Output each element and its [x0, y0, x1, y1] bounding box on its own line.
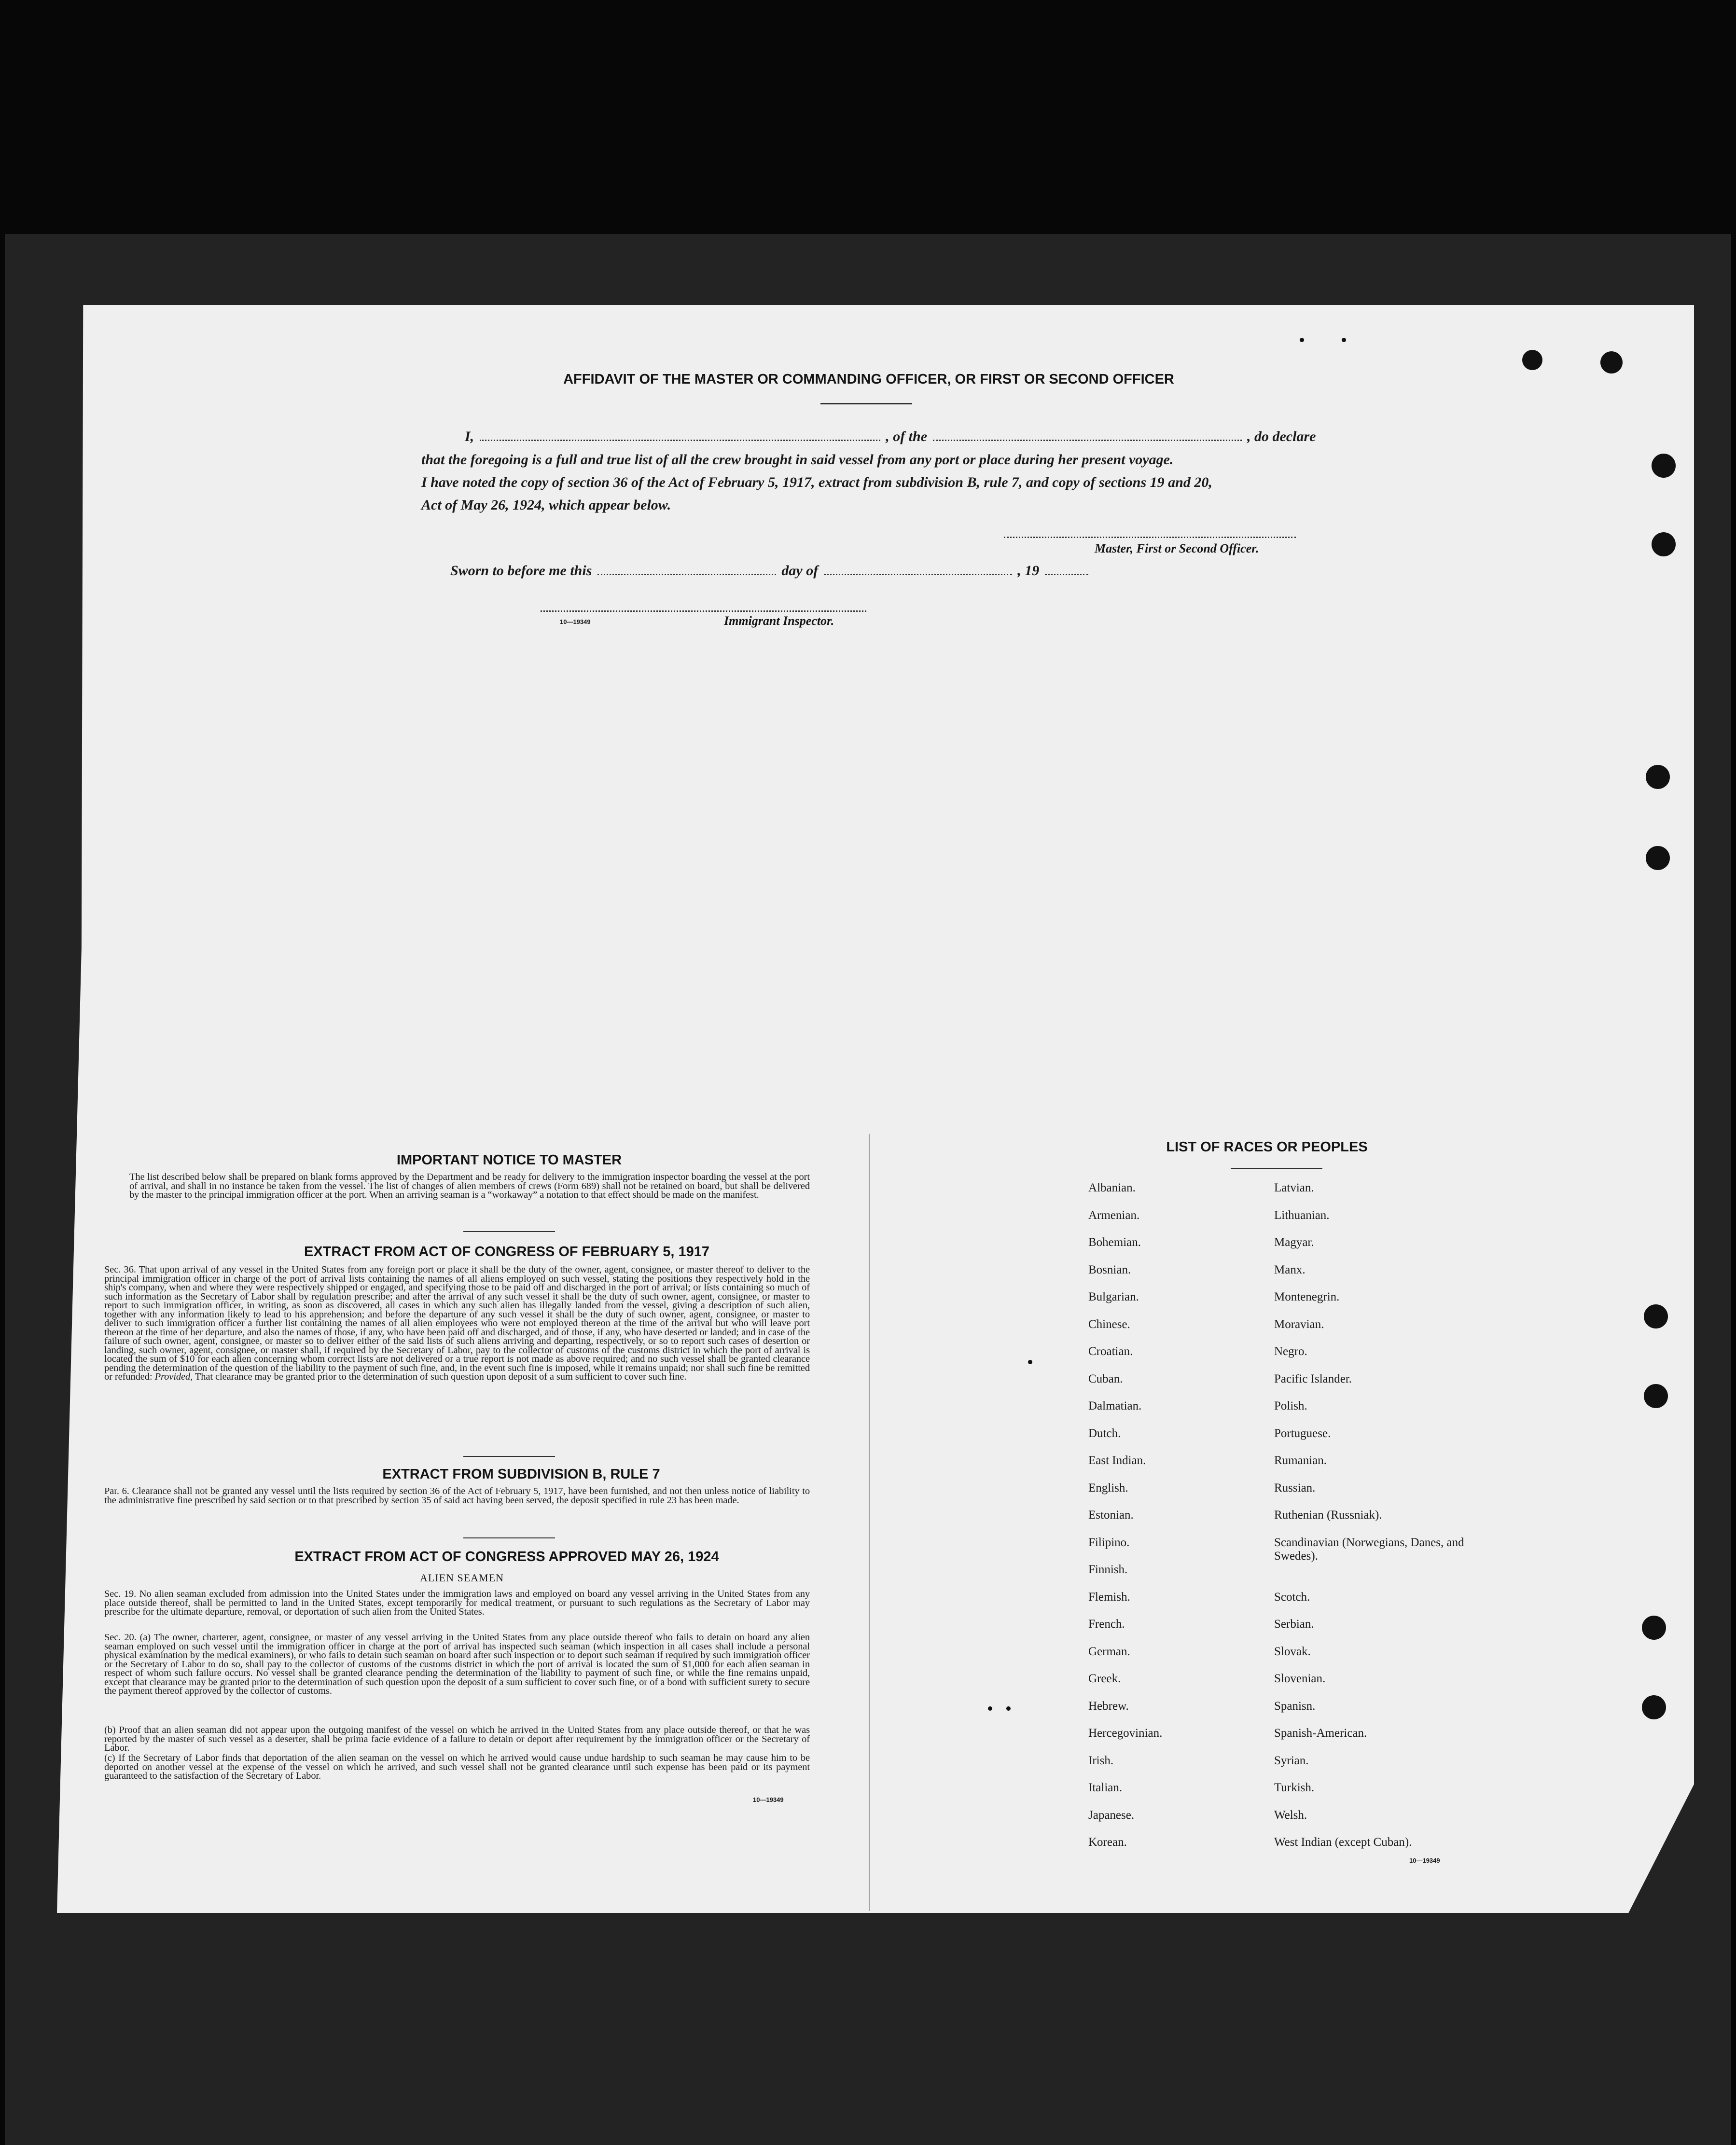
sec-36-text-end: That clearance may be granted prior to the determination of such question upon deposit of a sum sufficient to cover such fine. — [194, 1371, 687, 1382]
races-title: LIST OF RACES OR PEOPLES — [1166, 1139, 1368, 1155]
punch-hole — [1644, 1384, 1668, 1408]
race-item: French. — [1088, 1618, 1125, 1631]
race-item: Spanisn. — [1274, 1699, 1316, 1713]
race-item: Flemish. — [1088, 1590, 1130, 1604]
race-item: Ruthenian (Russniak). — [1274, 1508, 1382, 1522]
name-blank[interactable] — [480, 438, 880, 441]
section-divider — [463, 1537, 555, 1538]
affidavit-title: AFFIDAVIT OF THE MASTER OR COMMANDING OFFICER, OR FIRST OR SECOND OFFICER — [563, 372, 1174, 387]
extract-form-number: 10—19349 — [753, 1796, 784, 1803]
race-item: Welsh. — [1274, 1808, 1307, 1822]
page-fold-line — [869, 1134, 870, 1911]
section-divider — [463, 1456, 555, 1457]
race-item: Hercegovinian. — [1088, 1727, 1163, 1740]
punch-hole — [1642, 1695, 1666, 1719]
race-item: Finnish. — [1088, 1563, 1128, 1576]
race-item: Irish. — [1088, 1754, 1114, 1767]
race-item: Chinese. — [1088, 1317, 1130, 1331]
affidavit-line-2: that the foregoing is a full and true list of all the crew brought in said vessel from any port or place during her present voyage. — [421, 452, 1174, 468]
race-item: Turkish. — [1274, 1781, 1315, 1794]
race-item: Moravian. — [1274, 1317, 1324, 1331]
punch-hole — [1522, 350, 1542, 370]
race-item: Magyar. — [1274, 1236, 1314, 1249]
sec-20c-body: (c) If the Secretary of Labor finds that deportation of the alien seaman on the vessel on which he arrived would cause undue hardship to such seaman he may cause him to be deported on another vessel at the expense of the vessel on which he arrived, and such vessel shall not be granted clearance until such expense has been paid or its payment guaranteed to the satisfaction of the Secretary of Labor. — [104, 1753, 810, 1781]
notice-body: The list described below shall be prepared on blank forms approved by the Department and be ready for delivery to the immigration inspector boarding the vessel at the port of arrival, and shall in no instance be taken from the vessel. The list of changes of alien members of crews (Form 689) shall not be retained on board, but shall be delivered by the master to the principal immigration officer at the port. When an arriving seaman is a “workaway” a notation to that effect should be made on the manifest. — [129, 1172, 810, 1200]
race-item: German. — [1088, 1645, 1130, 1658]
inspector-caption: Immigrant Inspector. — [724, 614, 834, 628]
punch-hole — [1646, 765, 1670, 789]
race-item: East Indian. — [1088, 1454, 1146, 1467]
race-item: Serbian. — [1274, 1618, 1314, 1631]
race-item: English. — [1088, 1481, 1128, 1495]
race-item: Scandinavian (Norwegians, Danes, and Swedes). — [1274, 1536, 1464, 1563]
punch-hole — [1642, 1616, 1666, 1640]
sworn-month-blank[interactable] — [824, 572, 1012, 575]
race-item: Scotch. — [1274, 1590, 1310, 1604]
affidavit-line-4: Act of May 26, 1924, which appear below. — [421, 497, 671, 513]
race-item: Armenian. — [1088, 1208, 1140, 1222]
extract-1924-title: EXTRACT FROM ACT OF CONGRESS APPROVED MAY 26, 1924 — [294, 1549, 719, 1564]
speck — [1342, 338, 1346, 342]
race-item: Negro. — [1274, 1345, 1307, 1358]
sworn-year: , 19 — [1017, 563, 1040, 579]
punch-hole — [1646, 846, 1670, 870]
affidavit-declare-label: , do declare — [1247, 429, 1316, 444]
race-item: Croatian. — [1088, 1345, 1133, 1358]
race-item: Korean. — [1088, 1836, 1127, 1849]
sworn-year-blank[interactable] — [1045, 572, 1088, 575]
master-signature-line[interactable] — [1004, 537, 1296, 538]
race-item: Greek. — [1088, 1672, 1121, 1685]
extract-1917-title: EXTRACT FROM ACT OF CONGRESS OF FEBRUARY 5, 1917 — [304, 1244, 710, 1259]
punch-hole — [1652, 532, 1676, 556]
race-item: West Indian (except Cuban). — [1274, 1836, 1412, 1849]
race-item: Montenegrin. — [1274, 1290, 1340, 1303]
race-item: Rumanian. — [1274, 1454, 1327, 1467]
race-item: Portuguese. — [1274, 1426, 1331, 1440]
race-item: Polish. — [1274, 1399, 1307, 1412]
race-item: Manx. — [1274, 1263, 1305, 1276]
race-item: Cuban. — [1088, 1372, 1123, 1385]
race-item: Japanese. — [1088, 1808, 1135, 1822]
extract-1917-body — [104, 1265, 810, 1382]
race-item: Bohemian. — [1088, 1236, 1141, 1249]
rule7-title: EXTRACT FROM SUBDIVISION B, RULE 7 — [382, 1467, 660, 1482]
master-caption: Master, First or Second Officer. — [1095, 541, 1259, 555]
race-item: Latvian. — [1274, 1181, 1314, 1194]
sec-20b-body: (b) Proof that an alien seaman did not appear upon the outgoing manifest of the vessel on which he arrived in the United States from any place outside thereof, or that he was reported by the master of such vessel as a deserter, shall be prima facie evidence of a failure to detain or deport after requirement by the immigration officer or the Secretary of Labor. — [104, 1725, 810, 1753]
rule7-body: Par. 6. Clearance shall not be granted any vessel until the lists required by section 36 of the Act of February 5, 1917, have been furnished, and not then unless notice of liability to the administrative fine prescribed by said section or to that prescribed by section 35 of said act having been served, the deposit specified in rule 23 has been made. — [104, 1486, 810, 1506]
race-item: Syrian. — [1274, 1754, 1309, 1767]
punch-hole — [1644, 1304, 1668, 1329]
race-item: Spanish-American. — [1274, 1727, 1367, 1740]
race-item: Bosnian. — [1088, 1263, 1131, 1276]
alien-seamen-subtitle: ALIEN SEAMEN — [420, 1572, 504, 1584]
provided-label: Provided, — [154, 1371, 193, 1382]
affidavit-form-number: 10—19349 — [560, 618, 591, 625]
speck — [1006, 1706, 1011, 1711]
sec-36-label: Sec. 36. — [104, 1264, 136, 1275]
speck — [988, 1706, 992, 1711]
section-divider — [463, 1231, 555, 1232]
race-item: Pacific Islander. — [1274, 1372, 1352, 1385]
speck — [1300, 338, 1304, 342]
races-right-column — [1274, 1181, 1467, 1863]
speck — [1028, 1360, 1032, 1364]
races-left-column — [1088, 1181, 1162, 1863]
race-item: Lithuanian. — [1274, 1208, 1330, 1222]
race-item: Albanian. — [1088, 1181, 1136, 1194]
sec-20a-body: Sec. 20. (a) The owner, charterer, agent, consignee, or master of any vessel arriving in the United States from any place outside thereof who fails to detain on board any alien seaman employed on such vessel until the immigration officer in charge at the port of arrival has inspected such seaman (which inspection in all cases shall include a personal physical examination by the medical examiners), or who fails to detain such seaman on board after such inspection or to deport such seaman if required by such immigration officer or the Secretary of Labor to do so, shall pay to the collector of customs of the customs district in which the port of arrival is located the sum of $1,000 for each alien seaman in respect of whom such failure occurs. No vessel shall be granted clearance pending the determination of the liability to payment of such fine, or while the fine remains unpaid, except that clearance may be granted prior to the determination of such question upon the deposit of a sum sufficient to cover such fine, or of a bond with sufficient surety to secure the payment thereof approved by the collector of customs. — [104, 1632, 810, 1696]
race-item: Dutch. — [1088, 1426, 1121, 1440]
punch-hole — [1652, 454, 1676, 478]
affidavit-i-label: I, — [465, 429, 474, 444]
punch-hole — [1600, 351, 1623, 374]
race-item: Filipino. — [1088, 1536, 1130, 1549]
race-item: Russian. — [1274, 1481, 1316, 1495]
affidavit-of-the-label: , of the — [886, 429, 928, 444]
affidavit-line-1 — [465, 429, 1316, 445]
sec-19-body: Sec. 19. No alien seaman excluded from admission into the United States under the immigration laws and employed on board any vessel arriving in the United States from any place outside thereof, shall be permitted to land in the United States, except temporarily for medical treatment, or pursuant to such regulations as the Secretary of Labor may prescribe for the ultimate departure, removal, or deportation of such alien from the United States. — [104, 1589, 810, 1617]
race-item: Italian. — [1088, 1781, 1123, 1794]
race-item: Slovenian. — [1274, 1672, 1326, 1685]
affidavit-line-3: I have noted the copy of section 36 of the Act of February 5, 1917, extract from subdivision B, rule 7, and copy of sections 19 and 20, — [421, 474, 1212, 490]
races-form-number: 10—19349 — [1409, 1857, 1440, 1864]
race-item: Hebrew. — [1088, 1699, 1129, 1713]
race-item: Bulgarian. — [1088, 1290, 1139, 1303]
race-item: Estonian. — [1088, 1508, 1134, 1522]
sworn-prefix: Sworn to before me this — [450, 563, 592, 579]
race-item: Slovak. — [1274, 1645, 1311, 1658]
sworn-day-blank[interactable] — [597, 572, 776, 575]
notice-title: IMPORTANT NOTICE TO MASTER — [396, 1152, 622, 1168]
title-underline — [820, 403, 912, 404]
sworn-day-of: day of — [781, 563, 819, 579]
inspector-signature-line[interactable] — [541, 610, 866, 612]
race-item: Dalmatian. — [1088, 1399, 1142, 1412]
vessel-blank[interactable] — [933, 438, 1242, 441]
sec-36-text: That upon arrival of any vessel in the United States from any foreign port or place it shall be the duty of the owner, agent, consignee, or master thereof to deliver to the principal immigration officer in charge of the port of arrival lists containing the names of all aliens employed on such vessel, stating the positions they respectively hold in the ship's company, when and where they were respectively shipped or engaged, and specifying those to be paid off and discharged in the port of arrival; or lists containing so much of such information as the Secretary of Labor shall by regulation prescribe; and after the arrival of any such vessel it shall be the duty of such owner, agent, consignee, or master to report to such immigration officer, in writing, as soon as discovered, all cases in which any such alien has illegally landed from the vessel, giving a description of such alien, together with any information likely to lead to his apprehension; and before the departure of any such vessel it shall be the duty of such owner, agent, consignee, or master to deliver to such immigration officer a further list containing the names of all alien employees who were not employed thereon at the time of the arrival but who will leave port thereon at the time of her departure, and also the names of those, if any, who have been paid off and discharged, and of those, if any, who have deserted or landed; and in case of the failure of such owner, agent, consignee, or master so to deliver either of the said lists of such aliens arriving and departing, respectively, or so to report such cases of desertion or landing, such owner, agent, consignee, or master shall, if required by the Secretary of Labor, pay to the collector of customs of the customs district in which the port of arrival is located the sum of $10 for each alien concerning whom correct lists are not delivered or a true report is not made as above required; and no such vessel shall be granted clearance pending the determination of the question of the liability to the payment of such fine, and, in the event such fine is imposed, while it remains unpaid; nor shall such fine be remitted or refunded: — [104, 1264, 810, 1382]
sworn-line — [450, 563, 1090, 579]
races-underline — [1231, 1168, 1322, 1169]
